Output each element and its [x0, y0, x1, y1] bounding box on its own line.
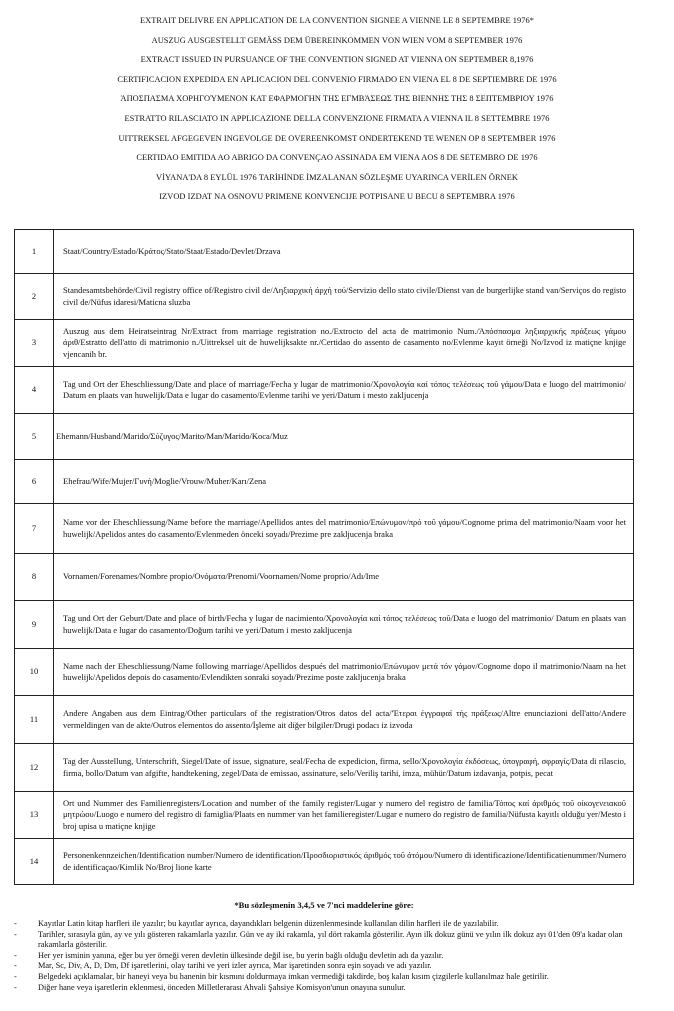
list-dash: -	[14, 919, 17, 928]
table-row	[15, 460, 634, 504]
row-label: Personenkennzeichen/Identification number/Numero de identification/Προσδιοριστικός άριθμός τοῦ άτόμου/Numero di identificazione/Identificatienummer/Numero de identificaçao/Kimlik No/Broj lione karte	[54, 839, 634, 885]
row-number: 14	[15, 839, 54, 885]
table-row	[15, 839, 634, 885]
list-dash: -	[14, 929, 17, 939]
row-number: 10	[15, 649, 54, 696]
header-line-en: EXTRACT ISSUED IN PURSUANCE OF THE CONVENTION SIGNED AT VIENNA ON SEPTEMBER 8,1976	[140, 55, 534, 65]
note-text: Mar, Sc, Div, A, D, Dm, Df işaretlerini, olay tarihi ve yeri izler ayrıca, Mar işaretinden sonra eşin soyadı ve adı yazılır.	[38, 961, 432, 971]
row-label: Ehefrau/Wife/Mujer/Γυνή/Moglie/Vrouw/Muher/Karı/Zena	[54, 460, 634, 504]
note-text: Her yer isminin yanına, eğer bu yer örneği veren devletin ülkesinde değil ise, bu yerin bağlı olduğu devletin adı da yazılır.	[38, 950, 444, 960]
note-text: Kayıtlar Latin kitap harfleri ile yazılır; bu kayıtlar ayrıca, dayandıkları belgenin düzenlenmesinde kullanılan dilin harfleri ile de yazılabilir.	[38, 919, 499, 928]
row-number: 1	[15, 230, 54, 274]
row-number: 4	[15, 367, 54, 414]
table-row	[15, 792, 634, 839]
row-label: Vornamen/Forenames/Nombre propio/Ονόματα/Prenomi/Voornamen/Nome proprio/Adı/Ime	[54, 554, 634, 601]
list-dash: -	[14, 950, 17, 960]
row-number: 6	[15, 460, 54, 504]
table-row	[15, 274, 634, 320]
header-block	[20, 11, 654, 207]
row-number: 9	[15, 601, 54, 649]
row-label: Name nach der Eheschliessung/Name following marriage/Apellidos después del matrimonio/Επώνυμον μετά τόν γάμον/Cognome dopo il matrimonio/Naam na het huwelijk/Apelidos depois do casamento/Evlendikten sonraki soyadı/Prezime poste zakljucenja braka	[54, 649, 634, 696]
row-label: Standesamtsbehörde/Civil registry office of/Registro civil de/Ληξιαρχική άρχή τού/Servizio dello stato civile/Dienst van de burgerlijke stand van/Serviços do registo civil de/Nüfus idaresi/Maticna sluzba	[54, 274, 634, 320]
row-label: Andere Angaben aus dem Eintrag/Other particulars of the registration/Otros datos del acta/'Έτεραι έγγραφαί τής πράξεως/Altre enunciazioni dell'atto/Andere vermeldingen van de akte/Outros elementos do assento/İşleme ait diğer bilgiler/Drugi podacı iz izvoda	[54, 696, 634, 744]
list-item	[14, 983, 640, 994]
list-item	[14, 930, 640, 951]
list-item	[14, 972, 640, 983]
header-line-es: CERTIFICACION EXPEDIDA EN APLICACION DEL CONVENIO FIRMADO EN VIENA EL 8 DE SEPTIEMBRE DE 1976	[117, 74, 557, 84]
row-label: Staat/Country/Estado/Κράτος/Stato/Staat/Estado/Devlet/Drzava	[54, 230, 634, 274]
header-line-de: AUSZUG AUSGESTELLT GEMÄSS DEM ÜBEREINKOMMEN VON WIEN VOM 8 SEPTEMBER 1976	[151, 35, 523, 45]
row-label: Tag der Ausstellung, Unterschrift, Siegel/Date of issue, signature, seal/Fecha de expedicion, firma, sello/Χρονολογία έκδόσεως, ύπογραφή, σφραγίς/Data di rilascio, firma, bollo/Datum van afgifte, handtekening, zegel/Data de emissao, assinature, selo/Veriliş tarihi, imza, mühür/Datum izdavanja, potpis, pecat	[54, 744, 634, 792]
row-label: Tag und Ort der Geburt/Date and place of birth/Fecha y lugar de nacimiento/Χρονολογία καί τόπος τελέσεως τοῦ/Data e luogo del matrimonio/ Datum en plaats van huwelijk/Data e lugar do casamento/Doğum tarihi ve yeri/Datum i mesto zakljucenja	[54, 601, 634, 649]
header-line-tr: VİYANA'DA 8 EYLÜL 1976 TARİHİNDE İMZALANAN SÖZLEŞME UYARINCA VERİLEN ÖRNEK	[156, 172, 518, 182]
note-text: Belgedeki açıklamalar, bir haneyi veya bu hanenin bir kısmını doldurmaya imkan vermediği takdirde, boş kalan kısım çizgilerle kullanılmaz hale getirilir.	[38, 971, 549, 981]
row-label: Ort und Nummer des Familienregisters/Location and number of the family register/Lugar y numero del registro de familia/Τόπος καί άριθμός τοῦ οίκογενειακοῦ μητρώου/Luogo e numero del registro di famiglia/Plaats en nummer van het familieregister/Lugar e numero do registro de familia/Nüfusta kayıtlı olduğu yer/Mesto i broj upisa u matiçne knjige	[54, 792, 634, 839]
row-number: 13	[15, 792, 54, 839]
header-line-it: ESTRATTO RILASCIATO IN APPLICAZIONE DELLA CONVENZIONE FIRMATA A VIENNA IL 8 SETTEMBRE 1976	[124, 113, 550, 123]
header-line-el: ΆΠΟΣΠΑΣΜΑ ΧΟΡΗΓΟΎΜΕΝΟΝ ΚΑΤ ΕΦΑΡΜΟΓΗΝ ΤΗΣ ΕΓΜΒΆΣΕΩΣ ΤΗΣ ΒΙΕΝΝΗΣ ΤΗΣ 8 ΣΕΠΤΕΜΒΡΙΟΥ 1976	[120, 94, 554, 104]
table-row	[15, 744, 634, 792]
header-line-sr: IZVOD IZDAT NA OSNOVU PRIMENE KONVENCIJE POTPISANE U BECU 8 SEPTEMBRA 1976	[159, 192, 515, 202]
header-line-pt: CERTIDAO EMITIDA AO ABRIGO DA CONVENÇAO ASSINADA EM VIENA AOS 8 DE SETEMBRO DE 1976	[136, 153, 538, 163]
note-text: Tarihler, sırasıyla gün, ay ve yılı gösteren rakamlarla yazılır. Gün ve ay iki rakamla, yıl dört rakamla gösterilir. Ayın ilk dokuz günü ve yılın ilk dokuz ayı 01'den 09'a kadar olan rakamlarla gösterilir.	[38, 929, 623, 950]
list-item	[14, 919, 640, 930]
row-number: 7	[15, 504, 54, 554]
table-row	[15, 230, 634, 274]
notes-list	[14, 919, 640, 993]
list-dash: -	[14, 982, 17, 992]
row-label: Name vor der Eheschliessung/Name before the marriage/Apellidos antes del matrimonio/Επώνυμον/πρό τοῦ γάμου/Cognome prima del matrimonio/Naam voor het huwelijk/Apelidos antes do casamento/Evlenmeden önceki soyadı/Prezime pre zakljucenja braka	[54, 504, 634, 554]
header-line-fr: EXTRAIT DELIVRE EN APPLICATION DE LA CONVENTION SIGNEE A VIENNE LE 8 SEPTEMBRE 1976*	[139, 16, 534, 25]
row-label: Tag und Ort der Eheschliessung/Date and place of marriage/Fecha y lugar de matrimonio/Χρονολογία καί τόπος τελέσεως τοῦ γάμου/Data e luogo del matrimonio/ Datum en plaats van huwelijk/Data e lugar do casamento/Evlenme tarihi ve yeri/Datum i mesto zakljucenja	[54, 367, 634, 414]
table-row	[15, 504, 634, 554]
row-label: Auszug aus dem Heiratseintrag Nr/Extract from marriage registration no./Extrocto del acta de matrimonio Num./Άπόσπασμα ληξιαρχικής πράξεως γάμου άριθ/Estratto dell'atto di matrimonio n./Uittreksel uit de huwelijksakte nr./Certidao do assento de casamento no/Evlenme kayıt örneği No/Izvod iz matiçne knjige vjencanih br.	[54, 320, 634, 367]
row-number: 5	[15, 414, 54, 460]
row-number: 3	[15, 320, 54, 367]
table-row	[15, 414, 634, 460]
table-row	[15, 649, 634, 696]
row-label: Ehemann/Husband/Marido/Σύζυγος/Marito/Man/Marido/Koca/Muz	[54, 414, 634, 460]
table-row	[15, 696, 634, 744]
list-item	[14, 961, 640, 972]
fields-table	[14, 229, 634, 885]
table-row	[15, 367, 634, 414]
row-number: 8	[15, 554, 54, 601]
header-line-nl: UITTREKSEL AFGEGEVEN INGEVOLGE DE OVEREENKOMST ONDERTEKEND TE WENEN OP 8 SEPTEMBER 1976	[118, 133, 556, 143]
row-number: 12	[15, 744, 54, 792]
list-item	[14, 951, 640, 962]
row-number: 11	[15, 696, 54, 744]
table-row	[15, 554, 634, 601]
list-dash: -	[14, 971, 17, 981]
table-row	[15, 320, 634, 367]
note-text: Diğer hane veya işaretlerin eklenmesi, önceden Milletlerarası Ahvali Şahsiye Komisyon'unun onayına sunulur.	[38, 982, 406, 992]
notes-title: *Bu sözleşmenin 3,4,5 ve 7'nci maddelerine göre:	[234, 900, 414, 910]
table-row	[15, 601, 634, 649]
row-number: 2	[15, 274, 54, 320]
list-dash: -	[14, 961, 17, 971]
